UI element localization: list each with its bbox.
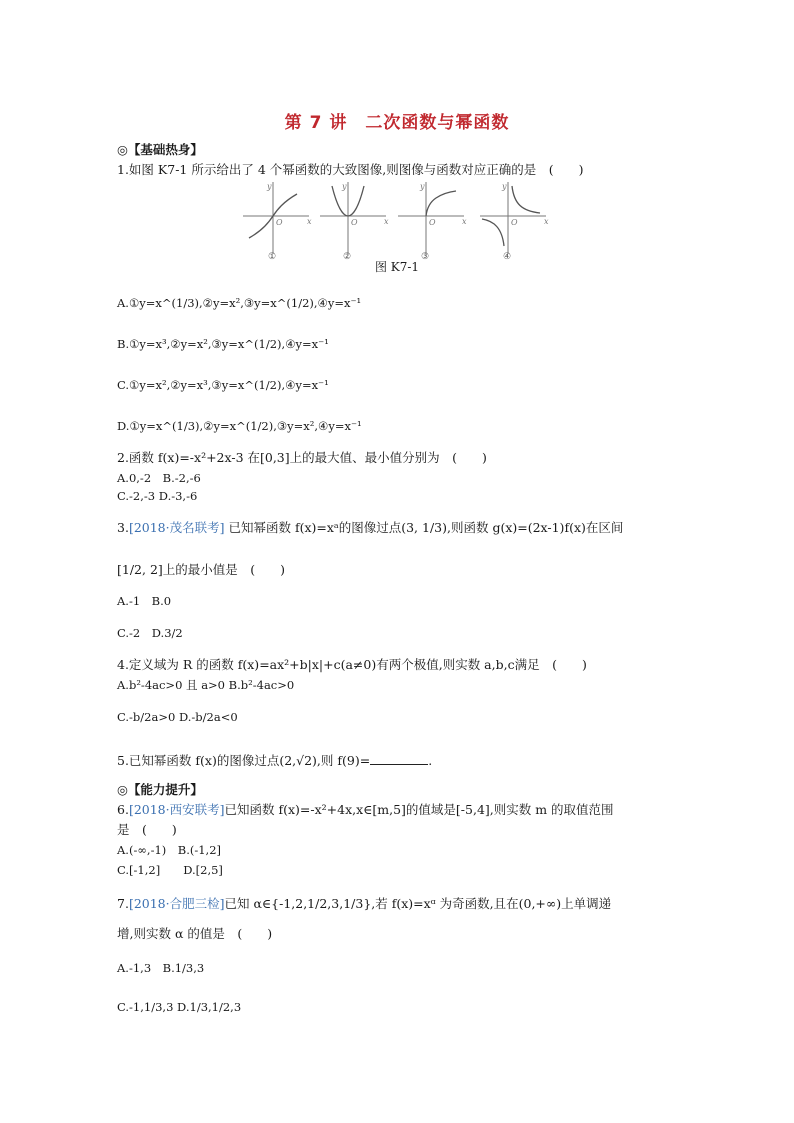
axis-y-label: y — [502, 182, 507, 191]
point: (3, 1/3) — [401, 520, 447, 535]
graph-label: ④ — [503, 252, 512, 260]
question-6-line2: 是 ( ) — [117, 822, 177, 837]
section-heading-advanced: ◎【能力提升】 — [117, 782, 203, 797]
q4-options-cd: C.-b/2a>0 D.-b/2a<0 — [117, 710, 238, 724]
q7-options-cd: C.-1,1/3,3 D.1/3,1/2,3 — [117, 1000, 242, 1014]
question-5-text: 5.已知幂函数 f(x)的图像过点(2,√2),则 f(9)= . — [117, 753, 433, 768]
q2-options-ab: A.0,-2 B.-2,-6 — [117, 471, 201, 485]
source-tag: [2018·茂名联考] — [128, 520, 225, 535]
q1-option-c: C.①y=x²,②y=x³,③y=x^(1/2),④y=x⁻¹ — [117, 378, 329, 392]
section-heading-basic: ◎【基础热身】 — [117, 142, 203, 157]
axis-y-label: y — [342, 182, 347, 191]
origin-label: O — [351, 218, 358, 227]
interval: [1/2, 2] — [117, 562, 163, 577]
answer-blank[interactable] — [370, 754, 428, 765]
question-7-line2: 增,则实数 α 的值是 ( ) — [117, 926, 273, 941]
axis-x-label: x — [307, 217, 312, 226]
q1-option-d: D.①y=x^(1/3),②y=x^(1/2),③y=x²,④y=x⁻¹ — [117, 419, 362, 433]
axis-x-label: x — [462, 217, 467, 226]
graph-4 — [478, 180, 552, 260]
question-3-line2: [1/2, 2]上的最小值是 ( ) — [117, 562, 286, 577]
source-tag: [2018·合肥三检] — [128, 896, 225, 911]
graph-2 — [318, 180, 392, 260]
axis-y-label: y — [267, 182, 272, 191]
graph-1 — [241, 180, 315, 260]
q6-options-cd: C.[-1,2] D.[2,5] — [117, 863, 223, 877]
origin-label: O — [429, 218, 436, 227]
q3-options-cd: C.-2 D.3/2 — [117, 626, 183, 640]
page-title: 第 7 讲 二次函数与幂函数 — [284, 113, 510, 133]
question-3-line1: 3.[2018·茂名联考] 已知幂函数 f(x)=xᵃ的图像过点(3, 1/3),则函数 g(x)=(2x-1)f(x)在区间 — [117, 520, 624, 535]
question-1-text: 1.如图 K7-1 所示给出了 4 个幂函数的大致图像,则图像与函数对应正确的是 ( ) — [117, 162, 584, 177]
q1-option-b: B.①y=x³,②y=x²,③y=x^(1/2),④y=x⁻¹ — [117, 337, 329, 351]
question-4-text: 4.定义域为 R 的函数 f(x)=ax²+b|x|+c(a≠0)有两个极值,则实数 a,b,c满足 ( ) — [117, 657, 587, 672]
graph-label: ③ — [421, 252, 430, 260]
axis-x-label: x — [544, 217, 549, 226]
figure-caption: 图 K7-1 — [374, 260, 420, 274]
graph-label: ① — [268, 252, 277, 260]
q1-option-a: A.①y=x^(1/3),②y=x²,③y=x^(1/2),④y=x⁻¹ — [117, 296, 362, 310]
source-tag: [2018·西安联考] — [128, 802, 225, 817]
question-7-line1: 7.[2018·合肥三检]已知 α∈{-1,2,1/2,3,1/3},若 f(x)=xᵅ 为奇函数,且在(0,+∞)上单调递 — [117, 896, 612, 911]
axis-y-label: y — [420, 182, 425, 191]
question-2-text: 2.函数 f(x)=-x²+2x-3 在[0,3]上的最大值、最小值分别为 ( ) — [117, 450, 487, 465]
axis-x-label: x — [384, 217, 389, 226]
q2-options-cd: C.-2,-3 D.-3,-6 — [117, 489, 198, 503]
origin-label: O — [511, 218, 518, 227]
q3-options-ab: A.-1 B.0 — [117, 594, 172, 608]
question-6-line1: 6.[2018·西安联考]已知函数 f(x)=-x²+4x,x∈[m,5]的值域是[-5,4],则实数 m 的取值范围 — [117, 802, 614, 817]
graph-label: ② — [343, 252, 352, 260]
q6-options-ab: A.(-∞,-1) B.(-1,2] — [117, 843, 222, 857]
q7-options-ab: A.-1,3 B.1/3,3 — [117, 961, 205, 975]
graph-3 — [396, 180, 470, 260]
q4-options-ab: A.b²-4ac>0 且 a>0 B.b²-4ac>0 — [117, 678, 295, 692]
origin-label: O — [276, 218, 283, 227]
